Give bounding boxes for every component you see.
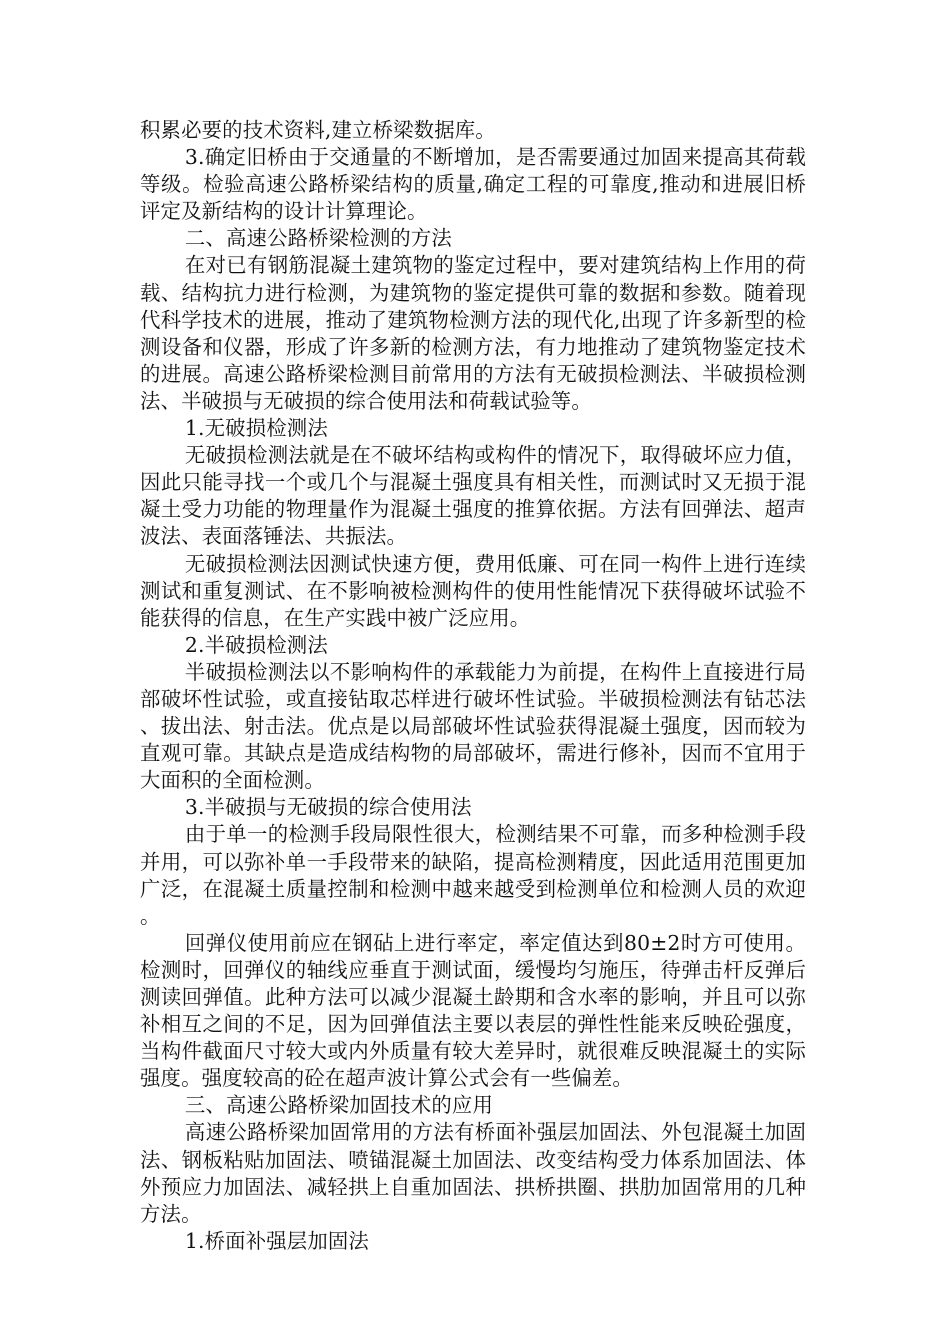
paragraph-item-3: 3.确定旧桥由于交通量的不断增加，是否需要通过加固来提高其荷载等级。检验高速公路桥梁结构的质量,确定工程的可靠度,推动和进展旧桥评定及新结构的设计计算理论。: [140, 145, 806, 224]
paragraph-nondestructive-definition: 无破损检测法就是在不破坏结构或构件的情况下，取得破坏应力值，因此只能寻找一个或几个与混凝土强度具有相关性，而测试时又无损于混凝土受力功能的物理量作为混凝土强度的推算依据。方法有回弹法、超声波法、表面落锤法、共振法。: [140, 443, 806, 549]
subheading-deck-overlay: 1.桥面补强层加固法: [184, 1228, 369, 1253]
paragraph-detection-intro: 在对已有钢筋混凝土建筑物的鉴定过程中，要对建筑结构上作用的荷载、结构抗力进行检测，为建筑物的鉴定提供可靠的数据和参数。随着现代科学技术的进展，推动了建筑物检测方法的现代化,出现了许多新型的检测设备和仪器，形成了许多新的检测方法，有力地推动了建筑物鉴定技术的进展。高速公路桥梁检测目前常用的方法有无破损检测法、半破损检测法、半破损与无破损的综合使用法和荷载试验等。: [140, 253, 806, 413]
paragraph-reinforcement-methods: 高速公路桥梁加固常用的方法有桥面补强层加固法、外包混凝土加固法、钢板粘贴加固法、喷锚混凝土加固法、改变结构受力体系加固法、体外预应力加固法、减轻拱上自重加固法、拱桥拱圈、拱肋加固常用的几种方法。: [140, 1120, 806, 1226]
subheading-semidestructive: 2.半破损检测法: [184, 632, 328, 657]
paragraph-continuation: 积累必要的技术资料,建立桥梁数据库。: [140, 118, 496, 142]
document-page: [140, 117, 806, 1255]
paragraph-rebound-hammer: 回弹仪使用前应在钢砧上进行率定，率定值达到80±2时方可使用。检测时，回弹仪的轴线应垂直于测试面，缓慢均匀施压，待弹击杆反弹后测读回弹值。此种方法可以减少混凝土龄期和含水率的影响，并且可以弥补相互之间的不足，因为回弹值法主要以表层的弹性性能来反映砼强度，当构件截面尺寸较大或内外质量有较大差异时，就很难反映混凝土的实际强度。强度较高的砼在超声波计算公式会有一些偏差。: [140, 930, 806, 1091]
section-heading-3: 三、高速公路桥梁加固技术的应用: [184, 1093, 493, 1118]
subheading-nondestructive: 1.无破损检测法: [184, 416, 328, 441]
paragraph-combined-method: 由于单一的检测手段局限性很大，检测结果不可靠，而多种检测手段并用，可以弥补单一手段带来的缺陷，提高检测精度，因此适用范围更加广泛，在混凝土质量控制和检测中越来越受到检测单位和检测人员的欢迎。: [140, 822, 806, 928]
paragraph-nondestructive-advantages: 无破损检测法因测试快速方便，费用低廉、可在同一构件上进行连续测试和重复测试、在不影响被检测构件的使用性能情况下获得破坏试验不能获得的信息，在生产实践中被广泛应用。: [140, 551, 806, 630]
section-heading-2: 二、高速公路桥梁检测的方法: [184, 226, 452, 251]
paragraph-semidestructive: 半破损检测法以不影响构件的承载能力为前提，在构件上直接进行局部破坏性试验，或直接钻取芯样进行破坏性试验。半破损检测法有钻芯法、拔出法、射击法。优点是以局部破坏性试验获得混凝土强度，因而较为直观可靠。其缺点是造成结构物的局部破坏，需进行修补，因而不宜用于大面积的全面检测。: [140, 659, 806, 793]
subheading-combined-method: 3.半破损与无破损的综合使用法: [184, 795, 472, 820]
